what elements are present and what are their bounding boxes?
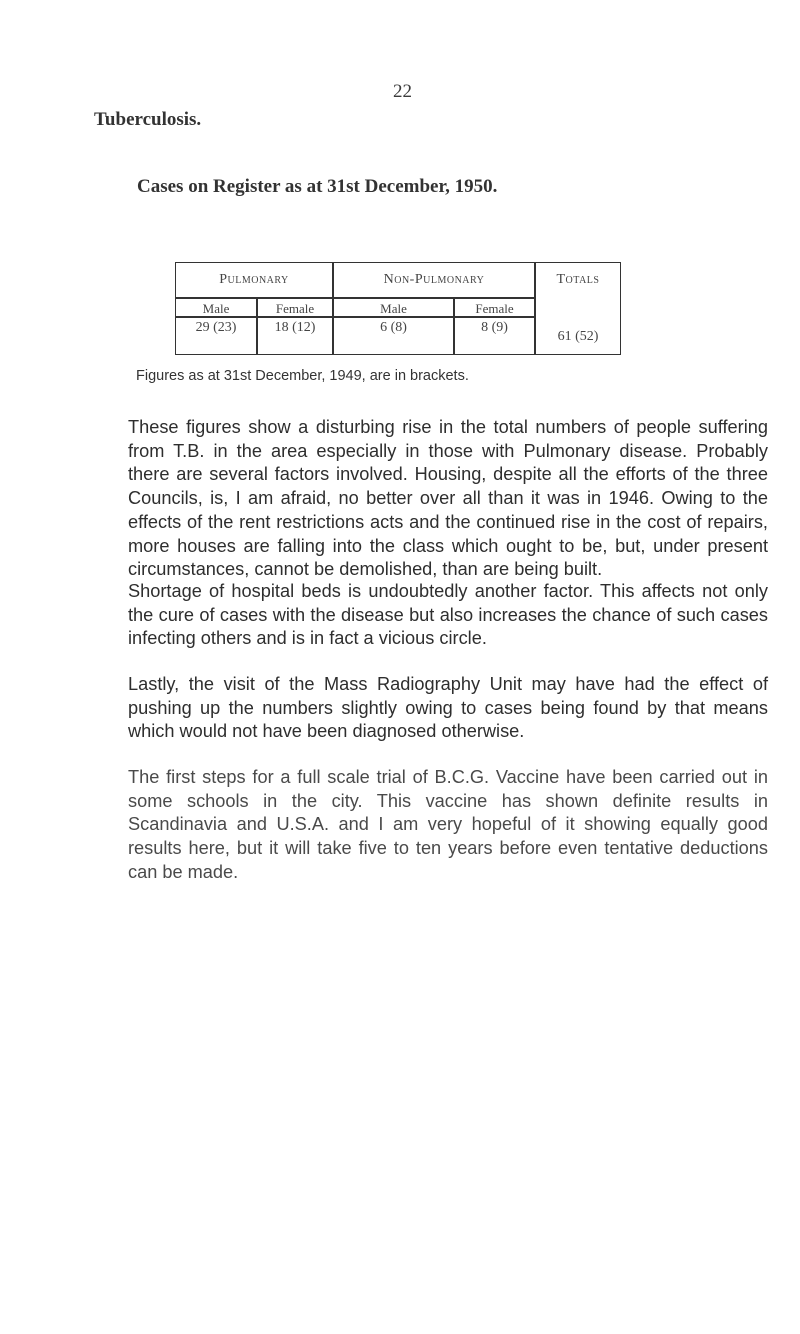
paragraph-hospital-beds: Shortage of hospital beds is undoubtedly another factor. This affects not only the cure of cases with the disease but also increases the chance of such cases infecting others and is in fact a vicious circle. bbox=[128, 581, 768, 649]
paragraph-mass-radiography: Lastly, the visit of the Mass Radiography Unit may have had the effect of pushing up the numbers slightly owing to cases being found by that means which would not have been diagnosed otherwise. bbox=[128, 674, 768, 742]
value-non-pulmonary-female: 8 (9) bbox=[481, 320, 508, 335]
value-pulmonary-male: 29 (23) bbox=[195, 320, 237, 335]
table-divider bbox=[176, 316, 534, 318]
paragraph-housing: These figures show a disturbing rise in the total numbers of people suffering from T.B. in the area especially in those with Pulmonary disease. Probably there are several factors involved. Housing, despite all the efforts of the three Councils, is, I am afraid, no better over all than it was in 1946. Owing to the effects of the rent restrictions acts and the continued rise in the cost of repairs, more houses are falling into the class which ought to be, but, under present circumstances, cannot be demolished, than are being built. bbox=[128, 417, 768, 580]
table-footnote: Figures as at 31st December, 1949, are in brackets. bbox=[136, 368, 469, 384]
register-table bbox=[175, 262, 621, 355]
page-number: 22 bbox=[393, 81, 412, 102]
value-totals: 61 (52) bbox=[557, 329, 599, 344]
subheader-pulmonary-male: Male bbox=[202, 301, 230, 316]
section-title: Tuberculosis. bbox=[94, 109, 202, 130]
value-pulmonary-female: 18 (12) bbox=[274, 320, 316, 335]
header-totals: Totals bbox=[556, 272, 600, 287]
subheader-non-pulmonary-male: Male bbox=[380, 301, 407, 316]
subheader-non-pulmonary-female: Female bbox=[475, 301, 514, 316]
paragraph-bcg-vaccine: The first steps for a full scale trial of B.C.G. Vaccine have been carried out in some schools in the city. This vaccine has shown definite results in Scandinavia and U.S.A. and I am very hopeful of it showing equally good results here, but it will take five to ten years before even tentative deductions can be made. bbox=[128, 767, 768, 882]
header-pulmonary: Pulmonary bbox=[219, 272, 289, 287]
table-caption: Cases on Register as at 31st December, 1950. bbox=[137, 176, 498, 197]
subheader-pulmonary-female: Female bbox=[275, 301, 315, 316]
value-non-pulmonary-male: 6 (8) bbox=[380, 320, 407, 335]
header-non-pulmonary: Non-Pulmonary bbox=[383, 272, 485, 287]
table-divider bbox=[176, 297, 534, 299]
